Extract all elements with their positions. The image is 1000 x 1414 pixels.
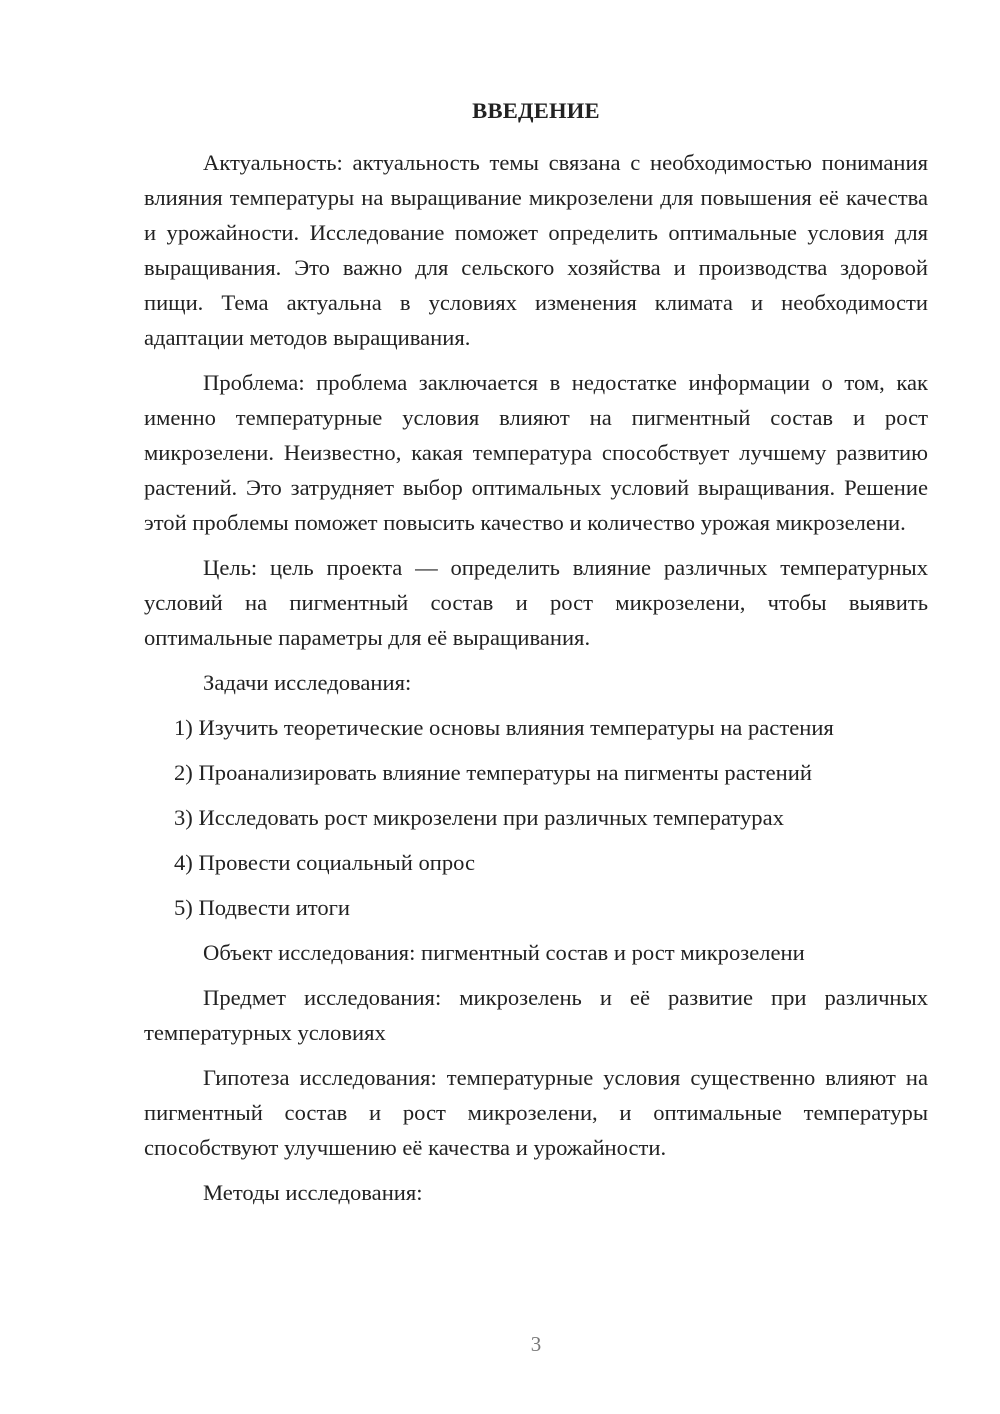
list-item: 4) Провести социальный опрос bbox=[174, 850, 476, 875]
tasks-heading: Задачи исследования: bbox=[203, 670, 412, 695]
paragraph-goal: Цель: цель проекта — определить влияние различных температурных условий на пигментный состав и рост микрозелени, чтобы выявить оптимальные параметры для её выращивания. bbox=[144, 555, 928, 650]
paragraph-problem: Проблема: проблема заключается в недостатке информации о том, как именно температурные условия влияют на пигментный состав и рост микрозелени. Неизвестно, какая температура способствует лучшему развитию растений. Это затрудняет выбор оптимальных условий выращивания. Решение этой проблемы поможет повысить качество и количество урожая микрозелени. bbox=[144, 370, 928, 535]
paragraph-object: Объект исследования: пигментный состав и рост микрозелени bbox=[203, 940, 805, 965]
list-item: 1) Изучить теоретические основы влияния температуры на растения bbox=[174, 715, 834, 740]
list-item: 3) Исследовать рост микрозелени при различных температурах bbox=[174, 805, 784, 830]
page-content bbox=[144, 96, 928, 1220]
page-number: 3 bbox=[530, 1332, 542, 1356]
methods-heading: Методы исследования: bbox=[203, 1180, 423, 1205]
list-item: 5) Подвести итоги bbox=[174, 895, 351, 920]
paragraph-relevance: Актуальность: актуальность темы связана с необходимостью понимания влияния температуры на выращивание микрозелени для повышения её качества и урожайности. Исследование поможет определить оптимальные условия для выращивания. Это важно для сельского хозяйства и производства здоровой пищи. Тема актуальна в условиях изменения климата и необходимости адаптации методов выращивания. bbox=[144, 150, 928, 350]
tasks-list bbox=[144, 710, 928, 925]
paragraph-subject: Предмет исследования: микрозелень и её развитие при различных температурных условиях bbox=[144, 985, 928, 1045]
page-title: ВВЕДЕНИЕ bbox=[472, 98, 600, 123]
list-item: 2) Проанализировать влияние температуры на пигменты растений bbox=[174, 760, 812, 785]
paragraph-hypothesis: Гипотеза исследования: температурные условия существенно влияют на пигментный состав и рост микрозелени, и оптимальные температуры способствуют улучшению её качества и урожайности. bbox=[144, 1065, 928, 1160]
